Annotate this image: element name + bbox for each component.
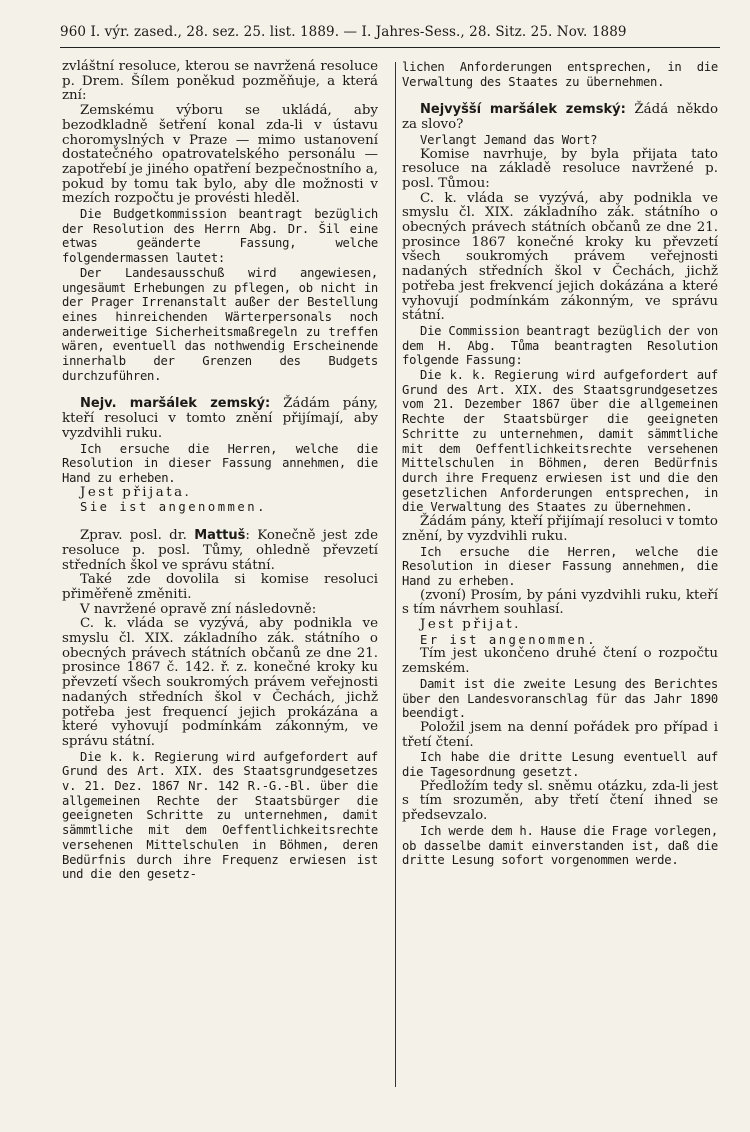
paragraph-german — [62, 500, 378, 515]
paragraph: Žádám pány, kteří přijímají resoluci v tomto znění, by vyzdvihli ruku. — [402, 514, 718, 544]
header-rule — [60, 47, 720, 48]
paragraph: Položil jsem na denní pořádek pro případ i třetí čtení. — [402, 719, 718, 750]
paragraph-german — [402, 633, 718, 648]
paragraph: (zvoní) Prosím, by páni vyzdvihli ruku, kteří s tím návrhem souhlasí. — [402, 587, 718, 618]
paragraph: C. k. vláda se vyzývá, aby podnikla ve smyslu čl. XIX. základního zák. státního o obecných právech státních občanů ze dne 21. prosince 1867 konečné kroky ku převzetí všech soukromých právem veřejnosti nadaných středních škol v Čechách, jichž potřeba jest frekvencí jejich dokázána a které vyhovují podmínkám zákonným, ve správu státní. — [402, 190, 718, 324]
paragraph: Také zde dovolila si komise resoluci přiměřeně změniti. — [62, 572, 378, 602]
paragraph-german: Ich habe die dritte Lesung eventuell auf die Tagesordnung gesetzt. — [402, 750, 718, 780]
left-column — [62, 60, 378, 882]
result-text-german: Sie ist angenommen. — [80, 500, 267, 515]
result-text: Jest přijat. — [420, 617, 521, 633]
speaker-name: Mattuš — [194, 528, 246, 544]
paragraph-german: Ich ersuche die Herren, welche die Resolution in dieser Fassung annehmen, die Hand zu erheben. — [62, 441, 378, 485]
paragraph-german: lichen Anforderungen entsprechen, in die Verwaltung des Staates zu übernehmen. — [402, 60, 718, 89]
paragraph-german: Damit ist die zweite Lesung des Berichtes über den Landesvoranschlag für das Jahr 1890 beendigt. — [402, 676, 718, 721]
column-divider — [395, 62, 396, 1087]
paragraph: Předložím tedy sl. sněmu otázku, zda-li jest s tím srozuměn, aby třetí čtení ihned se předsevzalo. — [402, 778, 718, 824]
paragraph: Komise navrhuje, by byla přijata tato resoluce na základě resoluce navržené p. posl. Tůmou: — [402, 146, 718, 191]
paragraph-german: Ich werde dem h. Hause die Frage vorlegen, ob dasselbe damit einverstanden ist, daß die dritte Lesung sofort vorgenommen werde. — [402, 823, 718, 868]
speaker-name: Nejv. maršálek zemský: — [80, 396, 271, 412]
speech-text: Žádám pány, kteří resoluci v tomto znění přijímají, aby vyzdvihli ruku. — [62, 396, 379, 441]
speech-text: Žádá někdo za slovo? — [402, 102, 719, 133]
paragraph: Tím jest ukončeno druhé čtení o rozpočtu zemském. — [402, 646, 718, 677]
paragraph — [402, 103, 718, 132]
paragraph: Zemskému výboru se ukládá, aby bezodkladně šetření konal zda-li v ústavu choromyslných v Praze — mimo ustanovení dostatečného opatrovatelského personálu — zapotřebí je jiného opatření bezpečnostního a, pokud by tomu tak bylo, aby dle možnosti v mezích rozpočtu je provésti hleděl. — [62, 103, 378, 207]
paragraph — [62, 486, 378, 501]
paragraph-german: Die k. k. Regierung wird aufgefordert auf Grund des Art. XIX. des Staatsgrundgesetzes v. 21. Dez. 1867 Nr. 142 R.-G.-Bl. über die allgemeinen Rechte der Staatsbürger die geeigneten Schritte zu unternehmen, damit sämmtliche mit dem Oeffentlichkeitsrechte versehenen Mittelschulen in Böhmen, deren Bedürfnis durch ihre Frequenz erwiesen ist und die den gesetz- — [62, 749, 378, 882]
paragraph — [62, 529, 378, 573]
page-header: 960 I. výr. zased., 28. sez. 25. list. 1889. — I. Jahres-Sess., 28. Sitz. 25. Nov. 1889 — [60, 24, 627, 40]
paragraph: C. k. vláda se vyzývá, aby podnikla ve smyslu čl. XIX. základního zák. státního o obecných právech státních občanů ze dne 21. prosince 1867 č. 142. ř. z. konečné kroky ku převzetí všech soukromých právem veřejnosti nadaných středních škol v Čechách, jichž potřeba jest frequencí jejich prokázána a které vyhovují podmínkám zákonným, ve správu státní. — [62, 616, 378, 749]
paragraph-german: Die Commission beantragt bezüglich der von dem H. Abg. Tůma beantragten Resolution folgende Fassung: — [402, 323, 718, 368]
paragraph-german: Die Budgetkommission beantragt bezüglich der Resolution des Herrn Abg. Dr. Šil eine etwas geänderte Fassung, welche folgendermassen lautet: — [62, 207, 378, 266]
paragraph: zvláštní resoluce, kterou se navržená resoluce p. Drem. Šílem poněkud pozměňuje, a která zní: — [62, 59, 378, 104]
paragraph — [62, 397, 378, 441]
result-text-german: Er ist angenommen. — [420, 632, 598, 647]
paragraph-german: Der Landesausschuß wird angewiesen, ungesäumt Erhebungen zu pflegen, ob nicht in der Prager Irrenanstalt außer der Bestellung eines hinreichenden Wärterpersonals noch anderweitige Sicherheitsmaßregeln zu treffen wären, eventuell das nothwendig Erscheinende innerhalb der Grenzen des Budgets durchzuführen. — [62, 265, 378, 383]
result-text: Jest přijata. — [80, 484, 192, 500]
speaker-name: Nejvyšší maršálek zemský: — [420, 102, 626, 118]
speaker-prefix: Zprav. posl. dr. — [80, 528, 195, 544]
right-column — [402, 60, 718, 868]
paragraph — [402, 618, 718, 633]
speech-text: : Konečně jest zde resoluce p. posl. Tůmy, ohledně převzetí středních škol ve správu státní. — [62, 528, 378, 573]
paragraph-german: Die k. k. Regierung wird aufgefordert auf Grund des Art. XIX. des Staatsgrundgesetzes vom 21. Dezember 1867 über die allgemeinen Rechte der Staatsbürger die geeigneten Schritte zu unternehmen, damit sämmtliche mit dem Oeffentlichkeitsrechte versehenen Mittelschulen in Böhmen, deren Bedürfnis durch ihre Frequenz erwiesen ist und die den gesetzlichen Anforderungen entsprechen, in die Verwaltung des Staates zu übernehmen. — [402, 368, 718, 515]
paragraph: V navržené opravě zní následovně: — [80, 601, 317, 617]
paragraph-german: Verlangt Jemand das Wort? — [420, 132, 598, 147]
paragraph-german: Ich ersuche die Herren, welche die Resolution in dieser Fassung annehmen, die Hand zu erheben. — [402, 544, 718, 588]
